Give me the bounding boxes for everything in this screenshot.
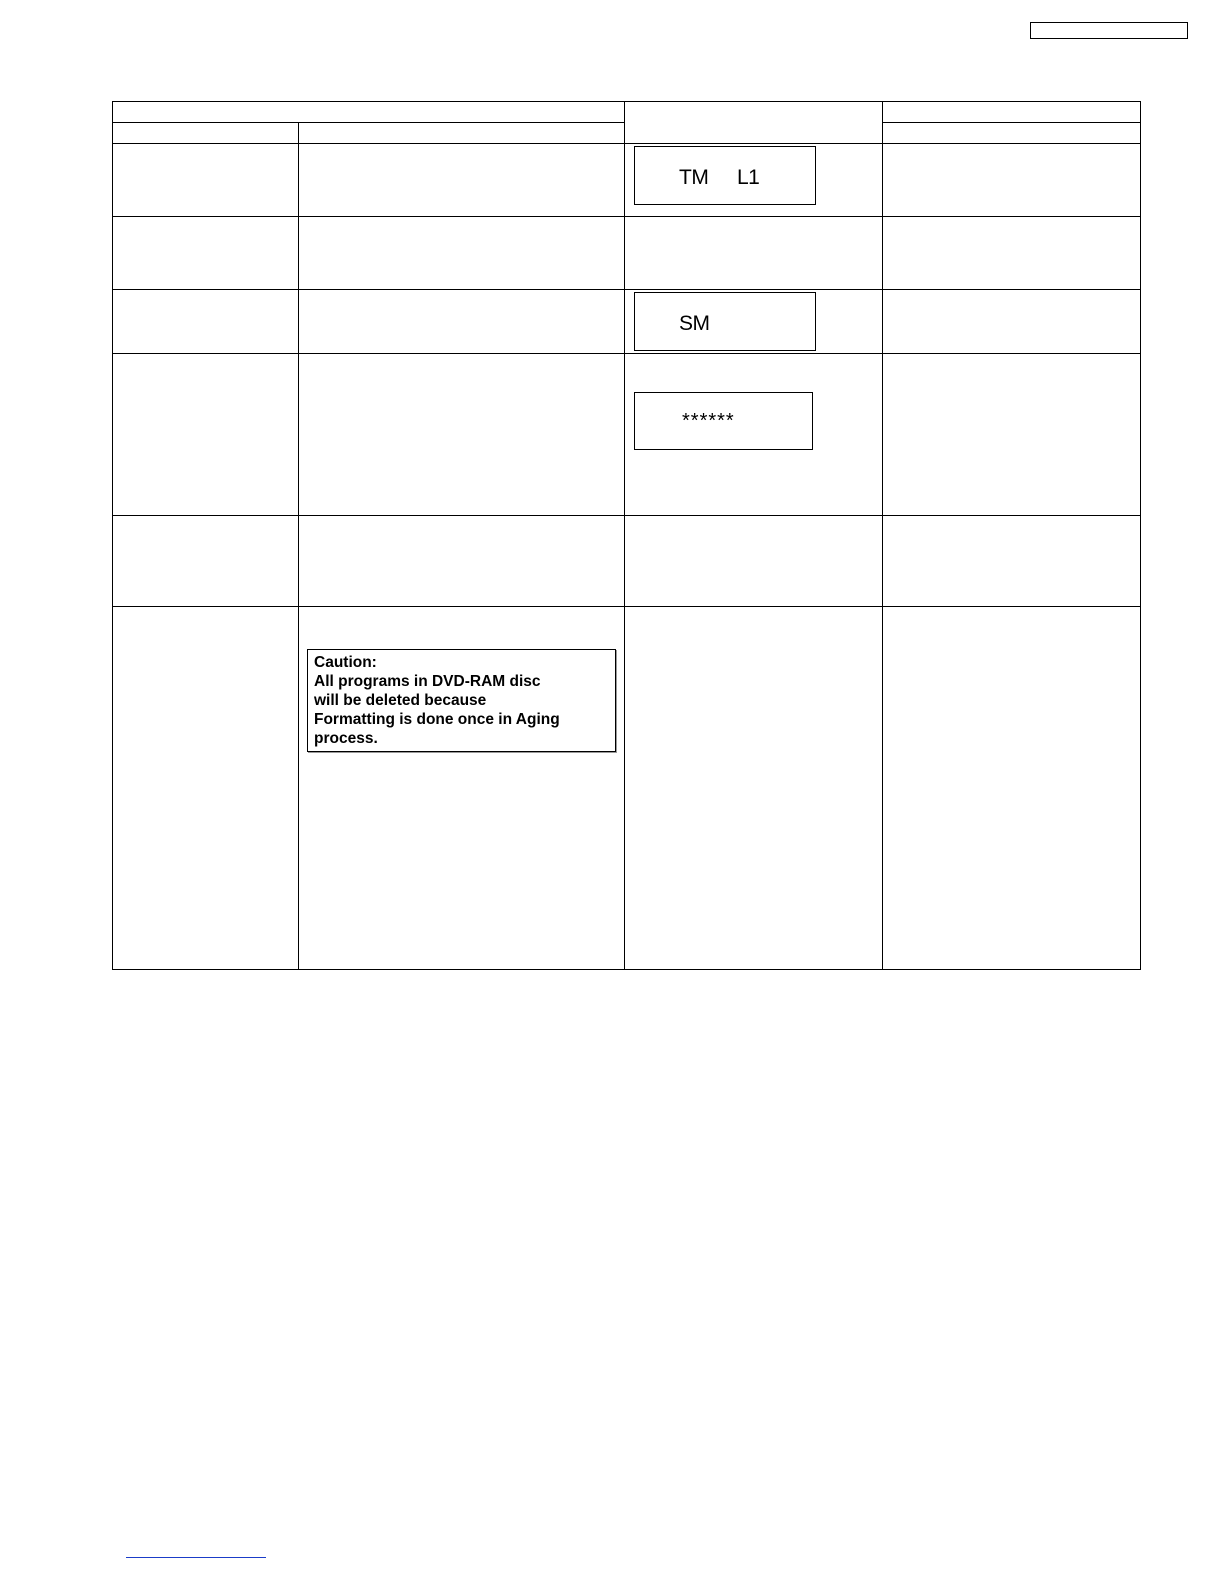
- caution-title: Caution:: [314, 654, 377, 671]
- footer-link-underline[interactable]: [126, 1557, 266, 1558]
- header-cell-mode: [113, 123, 299, 144]
- lcd-text-tm: TM: [679, 166, 709, 189]
- table-row: [113, 217, 1141, 290]
- lcd-text-sm: SM: [679, 312, 710, 335]
- header-cell-display: [625, 102, 883, 144]
- table-row: [113, 607, 1141, 970]
- table-row: [113, 144, 1141, 217]
- model-number-box: [1030, 22, 1188, 39]
- table-row: [113, 354, 1141, 516]
- service-mode-table: [112, 101, 1141, 970]
- caution-line: will be deleted because: [314, 692, 487, 709]
- header-cell-remarks: [883, 102, 1141, 123]
- table-header-row-1: [113, 102, 1141, 123]
- caution-line: Formatting is done once in Aging: [314, 711, 560, 728]
- table-row: [113, 290, 1141, 354]
- header-cell-item: [113, 102, 625, 123]
- table-row: [113, 516, 1141, 607]
- caution-line: All programs in DVD-RAM disc: [314, 673, 541, 690]
- lcd-text-l1: L1: [737, 166, 760, 189]
- lcd-display-tm: [634, 146, 816, 205]
- lcd-display-sm: [634, 292, 816, 351]
- lcd-text-stars: ******: [682, 410, 735, 432]
- header-cell-operation: [299, 123, 625, 144]
- header-cell-remarks-sub: [883, 123, 1141, 144]
- lcd-display-stars: [634, 392, 813, 450]
- caution-line: process.: [314, 730, 378, 747]
- caution-box: [307, 649, 616, 752]
